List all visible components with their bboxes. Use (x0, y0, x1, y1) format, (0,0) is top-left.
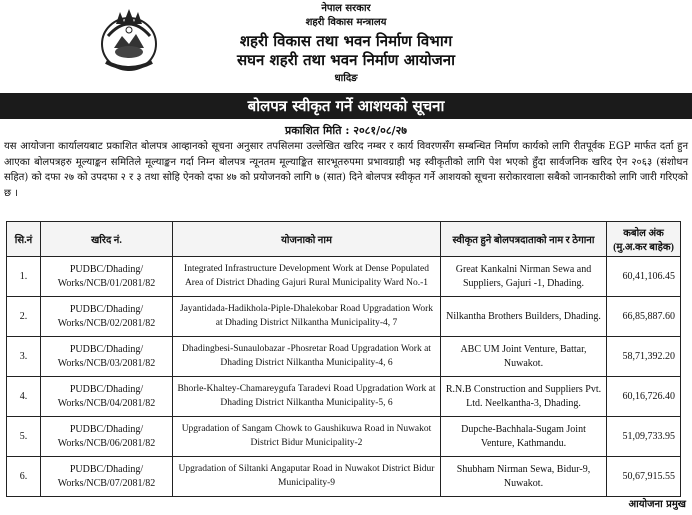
notice-body: यस आयोजना कार्यालयबाट प्रकाशित बोलपत्र आव्हानको सूचना अनुसार तपसिलमा उल्लेखित खरिद नम्बर र कार्य विवरणसँग सम्बन्धित निर्माण कार्यको लागि रीतपूर्वक EGP मार्फत दर्ता हुन आएका बोलपत्रहरु मूल्याङ्कन समितिले मूल्याङ्कन गर्दा निम्न बोलपत्र न्यूनतम मूल्याङ्कित सारभूतरुपमा प्रभावग्राही भइ स्वीकृतीको लागि पेश भएको हुँदा सार्वजनिक खरिद ऐन २०६३ (संशोधन सहित) को दफा २७ को उपदफा २ र ३ तथा सोहि ऐनको दफा ४७ को प्रयोजनको लागि ७ (सात) दिने बोलपत्र स्वीकृत गर्ने आशयको सूचना सरोकारवाला सबैको जानकारीको लागि जारी गरिएको छ । (4, 141, 688, 199)
cell-project: Upgradation of Siltanki Angaputar Road in Nuwakot District Bidur Municipality-9 (173, 457, 441, 497)
table-header-row (7, 222, 681, 257)
col-header-bidder: स्वीकृत हुने बोलपत्रदाताको नाम र ठेगाना (441, 222, 607, 257)
signoff-title: आयोजना प्रमुख (628, 499, 686, 510)
cell-procurement: PUDBC/Dhading/ Works/NCB/01/2081/82 (41, 257, 173, 297)
cell-project: Upgradation of Sangam Chowk to Gaushikuwa Road in Nuwakot District Bidur Municipality-2 (173, 417, 441, 457)
published-date: प्रकाशित मिति : २०८१/०८/२७ (284, 124, 408, 137)
table-row (7, 297, 681, 337)
ministry-name: शहरी विकास मन्त्रालय (305, 17, 387, 28)
cell-bidder: Great Kankalni Nirman Sewa and Suppliers, Gajuri -1, Dhading. (441, 257, 607, 297)
notice-title: बोलपत्र स्वीकृत गर्ने आशयको सूचना (0, 93, 692, 119)
cell-sn: 4. (7, 377, 41, 417)
cell-project: Bhorle-Khaltey-Chamareygufa Taradevi Road Upgradation Work at Dhading District Nilkantha Municipality-5, 6 (173, 377, 441, 417)
cell-amount: 51,09,733.95 (607, 417, 681, 457)
cell-bidder: R.N.B Construction and Suppliers Pvt. Ltd. Neelkantha-3, Dhading. (441, 377, 607, 417)
cell-amount: 66,85,887.60 (607, 297, 681, 337)
cell-amount: 60,16,726.40 (607, 377, 681, 417)
cell-sn: 5. (7, 417, 41, 457)
cell-project: Integrated Infrastructure Development Work at Dense Populated Area of District Dhading Gajuri Rural Municipality Ward No.-1 (173, 257, 441, 297)
col-header-project: योजनाको नाम (173, 222, 441, 257)
table-row (7, 337, 681, 377)
cell-procurement: PUDBC/Dhading/ Works/NCB/03/2081/82 (41, 337, 173, 377)
department-name: शहरी विकास तथा भवन निर्माण विभाग (239, 32, 453, 50)
gov-name: नेपाल सरकार (321, 3, 371, 14)
cell-project: Dhadingbesi-Sunaulobazar -Phosretar Road Upgradation Work at Dhading District Nilkantha Municipality-4, 6 (173, 337, 441, 377)
col-header-amount: कबोल अंक (मु.अ.कर बाहेक) (607, 222, 681, 257)
table-row (7, 257, 681, 297)
cell-procurement: PUDBC/Dhading/ Works/NCB/07/2081/82 (41, 457, 173, 497)
project-office-name: सघन शहरी तथा भवन निर्माण आयोजना (236, 51, 456, 69)
cell-procurement: PUDBC/Dhading/ Works/NCB/02/2081/82 (41, 297, 173, 337)
cell-sn: 2. (7, 297, 41, 337)
table-row (7, 457, 681, 497)
col-header-sn: सि.नं (7, 222, 41, 257)
col-header-procurement: खरिद नं. (41, 222, 173, 257)
office-location: धादिङ (334, 73, 358, 84)
table-row (7, 377, 681, 417)
bid-table (6, 221, 681, 497)
header (0, 0, 692, 98)
table-row (7, 417, 681, 457)
cell-bidder: Nilkantha Brothers Builders, Dhading. (441, 297, 607, 337)
cell-amount: 50,67,915.55 (607, 457, 681, 497)
cell-sn: 6. (7, 457, 41, 497)
cell-procurement: PUDBC/Dhading/ Works/NCB/06/2081/82 (41, 417, 173, 457)
cell-project: Jayantidada-Hadikhola-Piple-Dhalekobar Road Upgradation Work at Dhading District Nilkantha Municipality-4, 7 (173, 297, 441, 337)
cell-bidder: ABC UM Joint Venture, Battar, Nuwakot. (441, 337, 607, 377)
cell-sn: 3. (7, 337, 41, 377)
cell-bidder: Dupche-Bachhala-Sugam Joint Venture, Kathmandu. (441, 417, 607, 457)
cell-bidder: Shubham Nirman Sewa, Bidur-9, Nuwakot. (441, 457, 607, 497)
cell-sn: 1. (7, 257, 41, 297)
cell-procurement: PUDBC/Dhading/ Works/NCB/04/2081/82 (41, 377, 173, 417)
cell-amount: 60,41,106.45 (607, 257, 681, 297)
cell-amount: 58,71,392.20 (607, 337, 681, 377)
